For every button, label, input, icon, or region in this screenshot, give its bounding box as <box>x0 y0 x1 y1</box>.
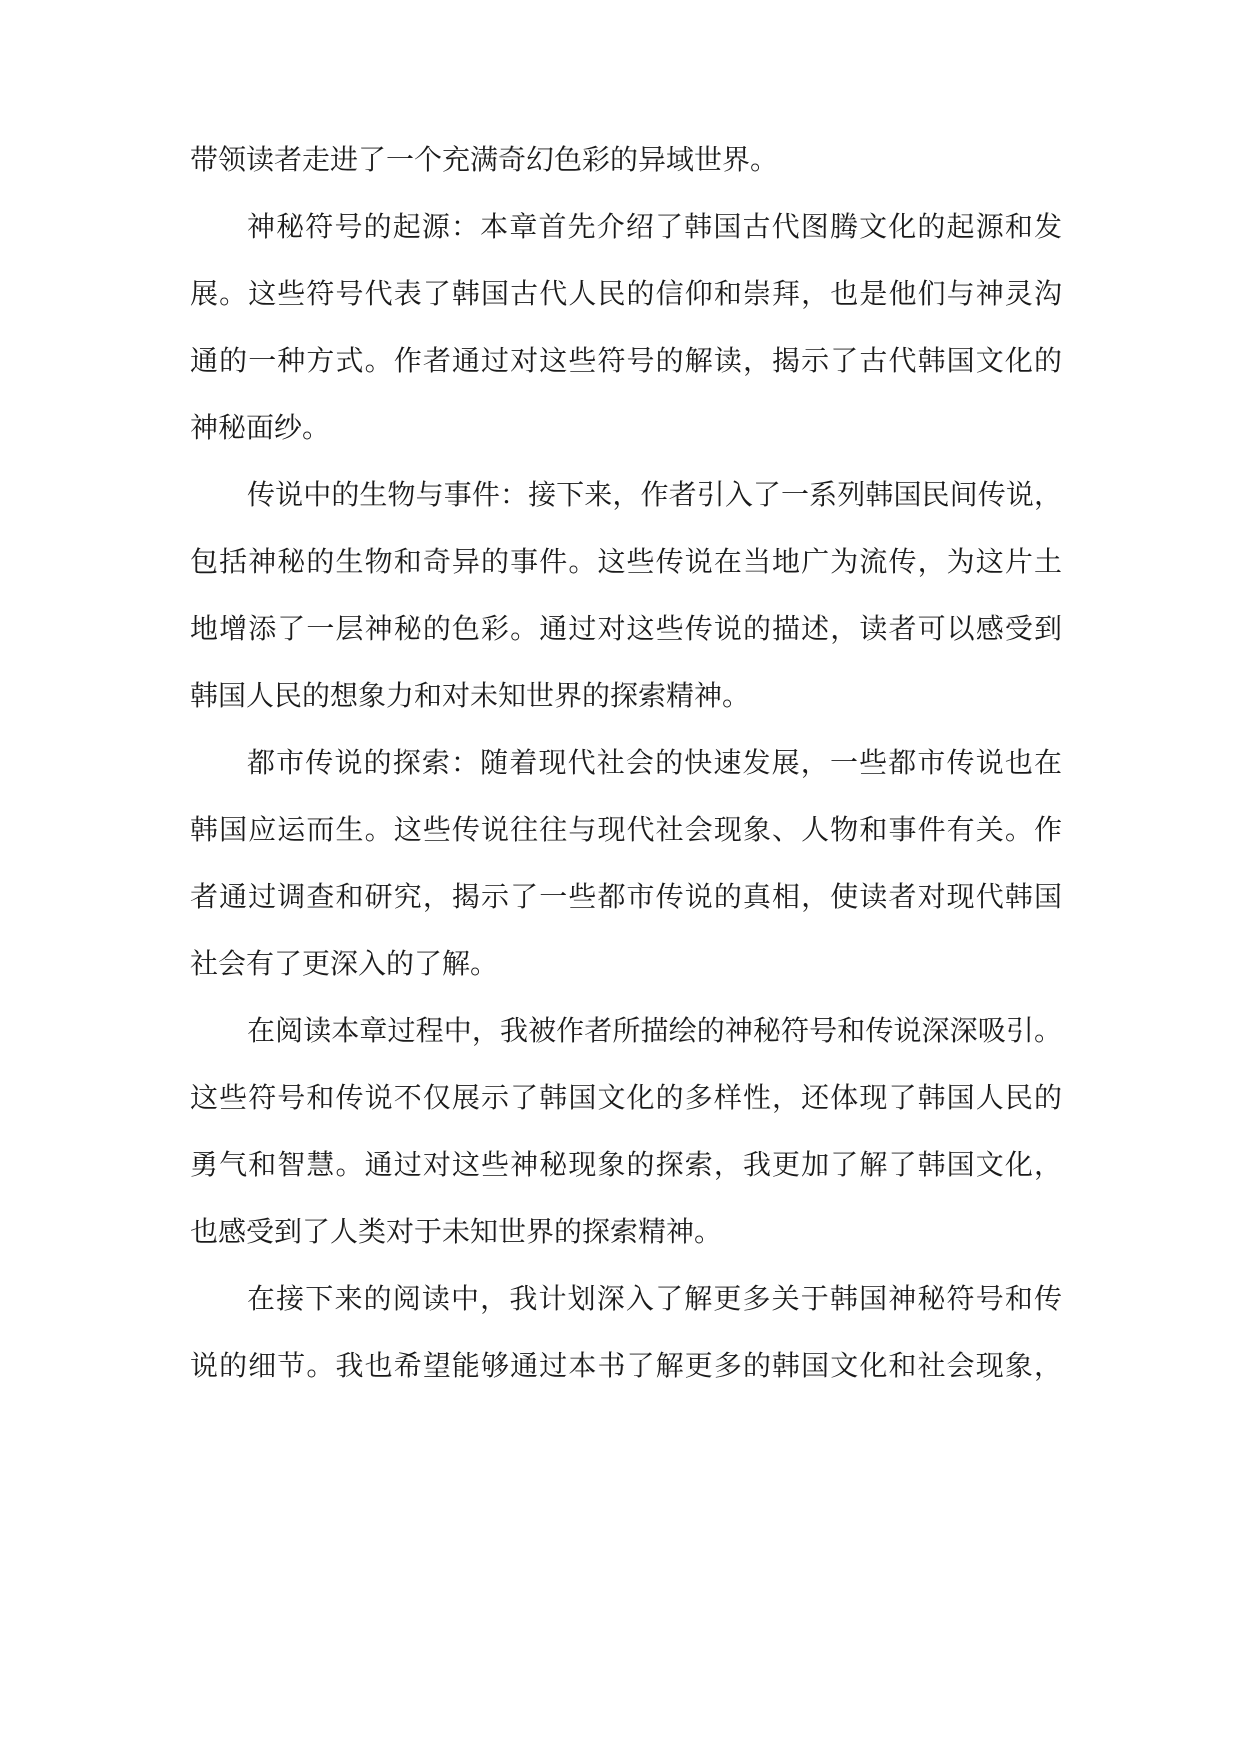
paragraph-start-line: 在接下来的阅读中，我计划深入了解更多关于韩国神秘符号和传 <box>247 1282 1062 1315</box>
paragraph-start-line: 在阅读本章过程中，我被作者所描绘的神秘符号和传说深深吸引。 <box>247 1014 1062 1047</box>
text-line: 带领读者走进了一个充满奇幻色彩的异域世界。 <box>190 143 779 176</box>
text-line: 通的一种方式。作者通过对这些符号的解读，揭示了古代韩国文化的 <box>190 344 1062 377</box>
text-line: 也感受到了人类对于未知世界的探索精神。 <box>190 1215 723 1248</box>
paragraph-start-line: 神秘符号的起源：本章首先介绍了韩国古代图腾文化的起源和发 <box>247 210 1062 243</box>
text-line: 韩国应运而生。这些传说往往与现代社会现象、人物和事件有关。作 <box>190 813 1062 846</box>
paragraph-start-line: 传说中的生物与事件：接下来，作者引入了一系列韩国民间传说， <box>247 478 1062 511</box>
text-line: 包括神秘的生物和奇异的事件。这些传说在当地广为流传，为这片土 <box>190 545 1062 578</box>
paragraph-start-line: 都市传说的探索：随着现代社会的快速发展，一些都市传说也在 <box>247 746 1062 779</box>
text-line: 说的细节。我也希望能够通过本书了解更多的韩国文化和社会现象， <box>190 1349 1062 1382</box>
text-line: 神秘面纱。 <box>190 411 331 444</box>
text-line: 社会有了更深入的了解。 <box>190 947 499 980</box>
text-line: 这些符号和传说不仅展示了韩国文化的多样性，还体现了韩国人民的 <box>190 1081 1062 1114</box>
text-line: 勇气和智慧。通过对这些神秘现象的探索，我更加了解了韩国文化， <box>190 1148 1062 1181</box>
text-line: 展。这些符号代表了韩国古代人民的信仰和崇拜，也是他们与神灵沟 <box>190 277 1062 310</box>
text-line: 者通过调查和研究，揭示了一些都市传说的真相，使读者对现代韩国 <box>190 880 1062 913</box>
text-line: 地增添了一层神秘的色彩。通过对这些传说的描述，读者可以感受到 <box>190 612 1062 645</box>
text-line: 韩国人民的想象力和对未知世界的探索精神。 <box>190 679 751 712</box>
